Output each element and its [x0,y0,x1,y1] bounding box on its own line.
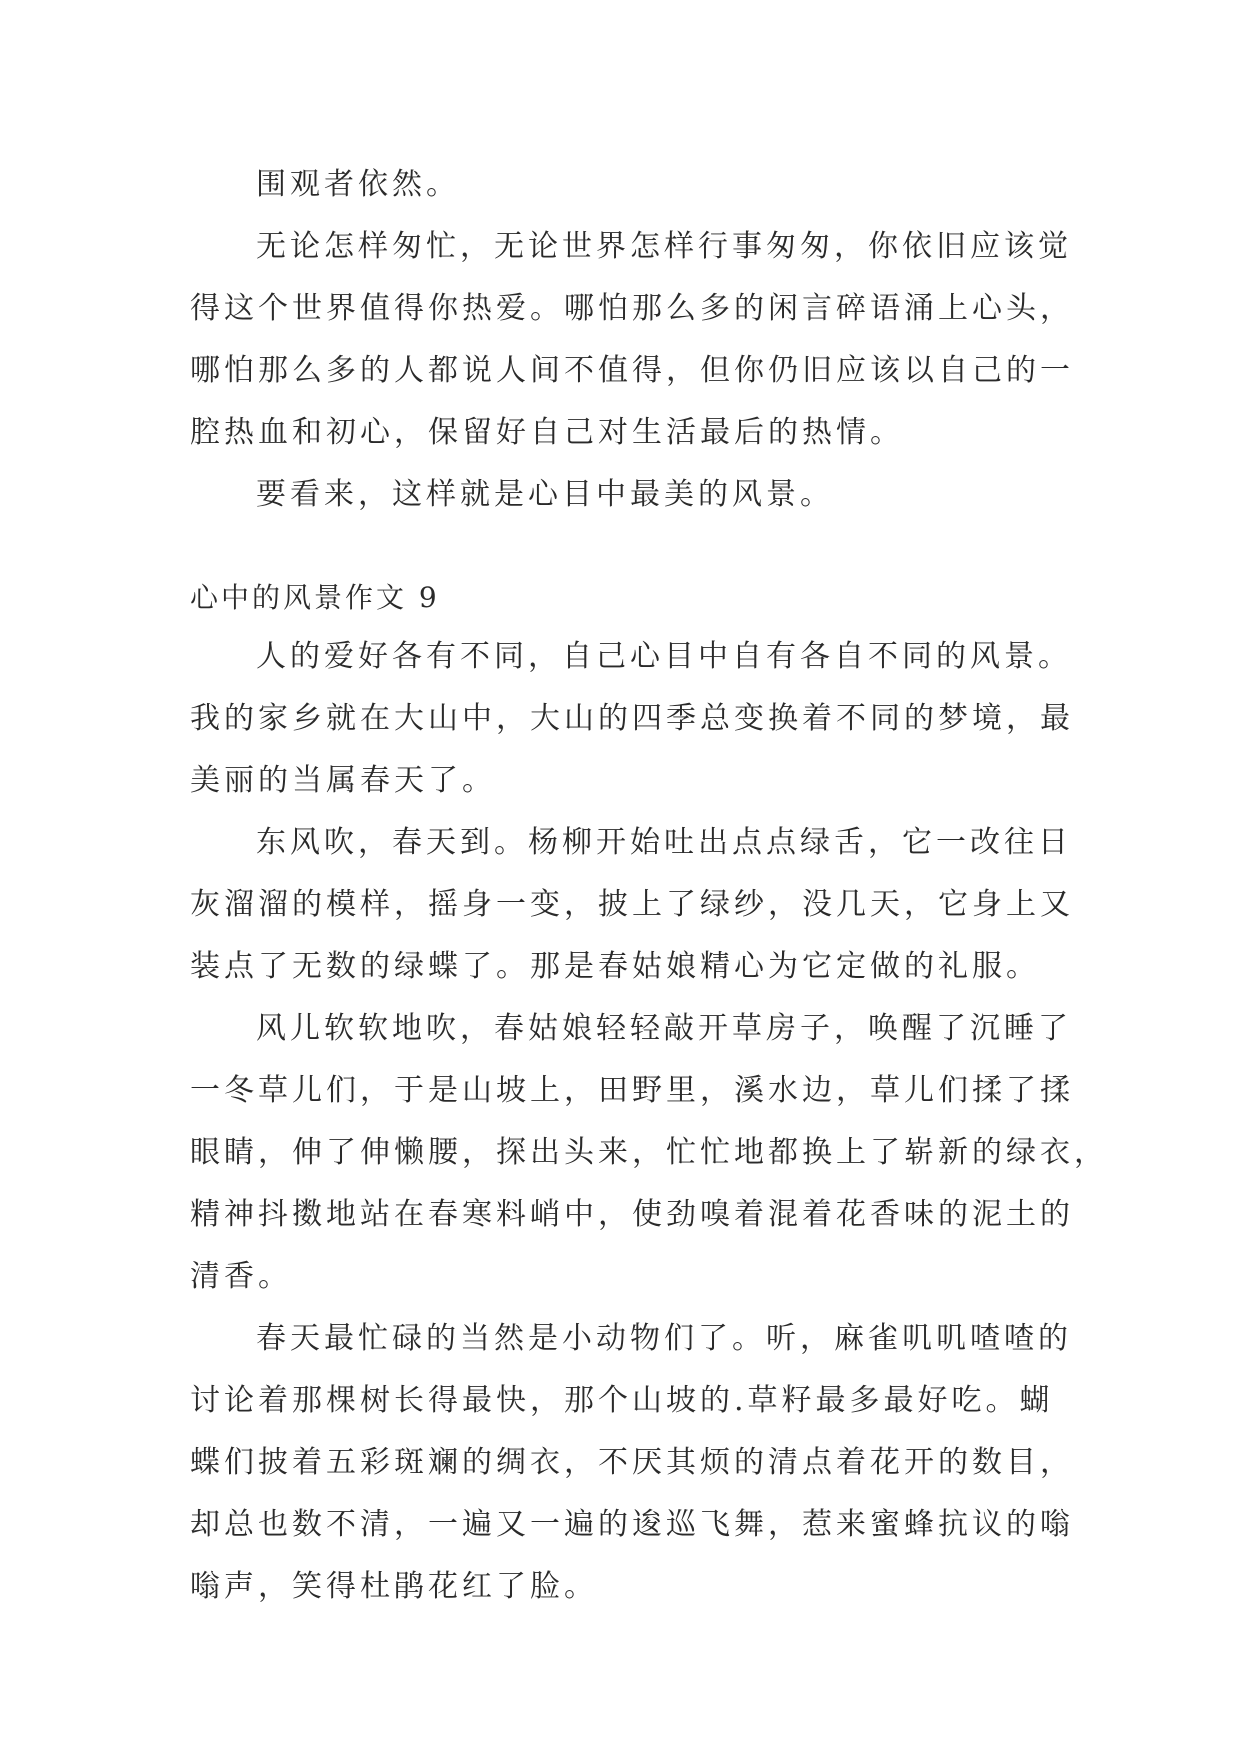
paragraph-line: 却总也数不清，一遍又一遍的逡巡飞舞，惹来蜜蜂抗议的嗡 [190,1507,1074,1542]
paragraph-line: 一冬草儿们，于是山坡上，田野里，溪水边，草儿们揉了揉 [190,1073,1074,1108]
paragraph-line: 东风吹，春天到。杨柳开始吐出点点绿舌，它一改往日 [256,825,1072,860]
paragraph-line: 嗡声，笑得杜鹃花红了脸。 [190,1569,598,1604]
paragraph-line: 灰溜溜的模样，摇身一变，披上了绿纱，没几天，它身上又 [190,887,1074,922]
paragraph-line: 美丽的当属春天了。 [190,763,496,798]
paragraph-line: 精神抖擞地站在春寒料峭中，使劲嗅着混着花香味的泥土的 [190,1197,1074,1232]
paragraph-line: 春天最忙碌的当然是小动物们了。听，麻雀叽叽喳喳的 [256,1321,1072,1356]
paragraph-line: 人的爱好各有不同，自己心目中自有各自不同的风景。 [256,639,1072,674]
paragraph-line: 要看来，这样就是心目中最美的风景。 [256,477,834,512]
paragraph-line: 蝶们披着五彩斑斓的绸衣，不厌其烦的清点着花开的数目， [190,1445,1074,1480]
paragraph-line: 装点了无数的绿蝶了。那是春姑娘精心为它定做的礼服。 [190,949,1040,984]
paragraph-line: 得这个世界值得你热爱。哪怕那么多的闲言碎语涌上心头， [190,291,1074,326]
paragraph-line: 无论怎样匆忙，无论世界怎样行事匆匆，你依旧应该觉 [256,229,1072,264]
paragraph-line: 腔热血和初心，保留好自己对生活最后的热情。 [190,415,904,450]
paragraph-line: 眼睛，伸了伸懒腰，探出头来，忙忙地都换上了崭新的绿衣， [190,1135,1108,1170]
paragraph-line: 清香。 [190,1259,292,1294]
paragraph-line: 围观者依然。 [256,167,460,202]
paragraph-line: 讨论着那棵树长得最快，那个山坡的.草籽最多最好吃。蝴 [190,1383,1054,1418]
paragraph-line: 哪怕那么多的人都说人间不值得，但你仍旧应该以自己的一 [190,353,1074,388]
paragraph-line: 我的家乡就在大山中，大山的四季总变换着不同的梦境，最 [190,701,1074,736]
paragraph-line: 风儿软软地吹，春姑娘轻轻敲开草房子，唤醒了沉睡了 [256,1011,1072,1046]
section-heading: 心中的风景作文 9 [190,581,440,614]
